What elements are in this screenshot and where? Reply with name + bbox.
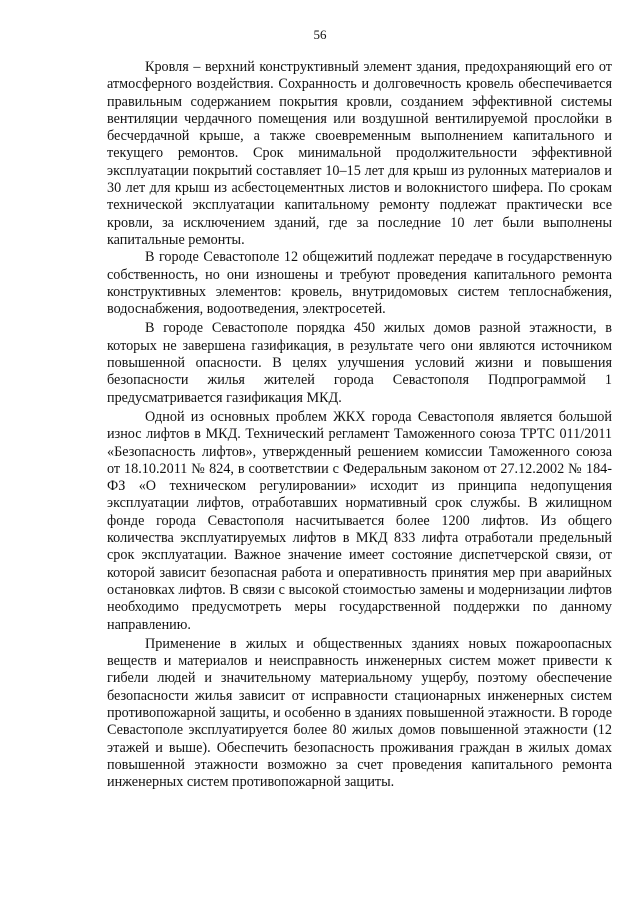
- document-body: [107, 59, 612, 791]
- paragraph-dormitories: В городе Севастополе 12 общежитий подлежат передаче в государственную собственность, но они изношены и требуют проведения капитального ремонта конструктивных элементов: кровель, внутридомовых систем теплоснабжения, водоснабжения, водоотведения, электросетей.: [107, 249, 612, 318]
- paragraph-gasification: В городе Севастополе порядка 450 жилых домов разной этажности, в которых не завершена газификация, в результате чего они являются источником повышенной опасности. В целях улучшения условий жизни и повышения безопасности жилья жителей города Севастополя Подпрограммой 1 предусматривается газификация МКД.: [107, 320, 612, 406]
- page-number: 56: [313, 27, 327, 42]
- paragraph-fire-safety: Применение в жилых и общественных зданиях новых пожароопасных веществ и материалов и неисправность инженерных систем может привести к гибели людей и значительному материальному ущербу, поэтому обеспечение безопасности жилья зависит от исправности стационарных инженерных систем противопожарной защиты, и особенно в зданиях повышенной этажности. В городе Севастополе эксплуатируется более 80 жилых домов повышенной этажности (12 этажей и выше). Обеспечить безопасность проживания граждан в жилых домах повышенной этажности возможно за счет проведения капитального ремонта инженерных систем противопожарной защиты.: [107, 635, 612, 791]
- paragraph-roofing: Кровля – верхний конструктивный элемент здания, предохраняющий его от атмосферного воздействия. Сохранность и долговечность кровель обеспечивается правильным содержанием покрытия кровли, созданием эффективной системы вентиляции чердачного помещения или воздушной вентилируемой прослойки в бесчердачной крыше, а также своевременным выполнением капитального и текущего ремонтов. Срок минимальной продолжительности эффективной эксплуатации покрытий составляет 10–15 лет для крыш из рулонных материалов и 30 лет для крыш из асбестоцементных листов и волокнистого шифера. По срокам технической эксплуатации капитальному ремонту подлежат практически все кровли, за исключением зданий, где за последние 10 лет были выполнены капитальные ремонты.: [107, 59, 612, 248]
- paragraph-elevators: Одной из основных проблем ЖКХ города Севастополя является большой износ лифтов в МКД. Технический регламент Таможенного союза ТРТС 011/2011 «Безопасность лифтов», утвержденный решением комиссии Таможенного союза от 18.10.2011 № 824, в соответствии с Федеральным законом от 27.12.2002 № 184-ФЗ «О техническом регулировании» исходит из принципа недопущения эксплуатации лифтов, отработавших нормативный срок службы. В жилищном фонде города Севастополя насчитывается более 1200 лифтов. Из общего количества эксплуатируемых лифтов в МКД 833 лифта отработали предельный срок эксплуатации. Важное значение имеет состояние диспетчерской связи, от которой зависит безопасная работа и оперативность принятия мер при аварийных остановках лифтов. В связи с высокой стоимостью замены и модернизации лифтов необходимо предусмотреть меры государственной поддержки по данному направлению.: [107, 408, 612, 633]
